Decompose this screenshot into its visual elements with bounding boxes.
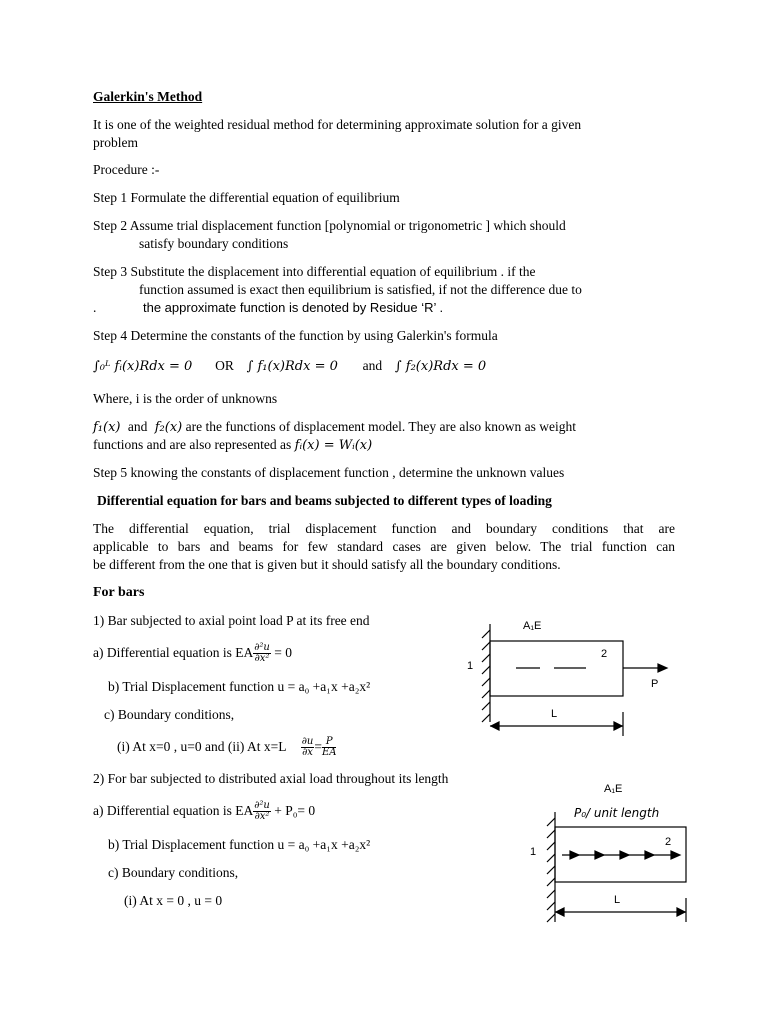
- procedure-label: Procedure :-: [93, 162, 160, 177]
- galerkin-and: and: [362, 358, 383, 373]
- fig1-load-p: P: [651, 678, 659, 690]
- step-3-line-1: Step 3 Substitute the displacement into differential equation of equilibrium . if the: [93, 264, 536, 279]
- page-title: Galerkin's Method: [93, 89, 203, 104]
- galerkin-eq-1: ∫₀ᴸ fᵢ(x)Rdx = 0: [93, 359, 193, 374]
- galerkin-or: OR: [215, 358, 234, 373]
- weights-line-1: f₁(x) and f₂(x) are the functions of displacement model. They are also known as weight: [93, 419, 577, 435]
- step-2-line-1: Step 2 Assume trial displacement function [polynomial or trigonometric ] which should: [93, 218, 566, 233]
- where-line: Where, i is the order of unknowns: [93, 391, 278, 406]
- case1-bc-du-dx: $\frac{\partial u}{\partial x}$: [301, 736, 314, 759]
- f1-symbol: f₁(x): [93, 420, 121, 435]
- case1-boundary-label: c) Boundary conditions,: [104, 707, 235, 722]
- fig2-node-1: 1: [530, 846, 537, 858]
- case1-trial-function: b) Trial Displacement function u = a₀ +a₁x +a₂x²: [108, 679, 371, 694]
- case2-title: 2) For bar subjected to distributed axial load throughout its length: [93, 771, 449, 786]
- case1-boundary-conditions: (i) At x=0 , u=0 and (ii) At x=L $\frac{\partial u}{\partial x}$ = $\frac{P}{EA}$: [117, 736, 337, 759]
- step-2-line-2: satisfy boundary conditions: [139, 236, 289, 251]
- fig1-node-1: 1: [467, 660, 474, 672]
- fig1-node-2: 2: [601, 648, 608, 660]
- fig2-a1e-label: A₁E: [604, 783, 623, 795]
- weights-line-2: functions and are also represented as fᵢ(x) = Wᵢ(x): [93, 437, 373, 453]
- case2-boundary-conditions: (i) At x = 0 , u = 0: [124, 893, 223, 908]
- case1-bc-p-ea: $\frac{P}{EA}$: [321, 736, 337, 759]
- fig2-load-label: P₀/ unit length: [574, 806, 660, 820]
- fig1-length-l: L: [551, 708, 558, 720]
- case1-title: 1) Bar subjected to axial point load P at its free end: [93, 613, 370, 628]
- step-3-dot: .: [93, 300, 97, 315]
- para2-line-3: be different from the one that is given but it should satisfy all the boundary conditions.: [93, 557, 561, 572]
- step-5: Step 5 knowing the constants of displacement function , determine the unknown values: [93, 465, 565, 480]
- fig2-length-l: L: [614, 894, 621, 906]
- galerkin-eq-3: ∫ f₂(x)Rdx = 0: [394, 359, 487, 374]
- para2-line-2: applicable to bars and beams for few standard cases are given below. The trial function can: [93, 539, 675, 554]
- step-1: Step 1 Formulate the differential equation of equilibrium: [93, 190, 400, 205]
- galerkin-eq-2: ∫ f₁(x)Rdx = 0: [246, 359, 338, 374]
- case2-trial-function: b) Trial Displacement function u = a₀ +a₁x +a₂x²: [108, 837, 371, 852]
- for-bars-heading: For bars: [93, 585, 145, 600]
- case2-derivative: $\frac{\text{∂²u}}{\text{∂x²}}$: [254, 800, 270, 823]
- step-3-line-3: the approximate function is denoted by Residue ‘R’ .: [143, 300, 444, 315]
- galerkin-formula: [93, 357, 486, 375]
- case1-diff-eq: a) Differential equation is EA $\frac{\text{∂²u}}{\text{∂x²}}$ = 0: [93, 642, 292, 665]
- case2-diff-eq: a) Differential equation is EA $\frac{\text{∂²u}}{\text{∂x²}}$ + P₀= 0: [93, 800, 316, 823]
- f2-symbol: f₂(x): [154, 420, 183, 435]
- intro-line-1: It is one of the weighted residual method for determining approximate solution for a given: [93, 117, 582, 132]
- step-3-line-2: function assumed is exact then equilibrium is satisfied, if not the difference due to: [139, 282, 582, 297]
- para2-line-1: The differential equation, trial displacement function and boundary conditions that are: [93, 521, 675, 536]
- step-4: Step 4 Determine the constants of the function by using Galerkin's formula: [93, 328, 498, 343]
- section-heading: Differential equation for bars and beams subjected to different types of loading: [97, 493, 552, 508]
- weight-function-eq: fᵢ(x) = Wᵢ(x): [294, 438, 373, 453]
- fig2-node-2: 2: [665, 836, 672, 848]
- intro-line-2: problem: [93, 135, 138, 150]
- fig1-a1e-label: A₁E: [523, 620, 542, 632]
- case2-boundary-label: c) Boundary conditions,: [108, 865, 239, 880]
- case1-derivative: $\frac{\text{∂²u}}{\text{∂x²}}$: [254, 642, 270, 665]
